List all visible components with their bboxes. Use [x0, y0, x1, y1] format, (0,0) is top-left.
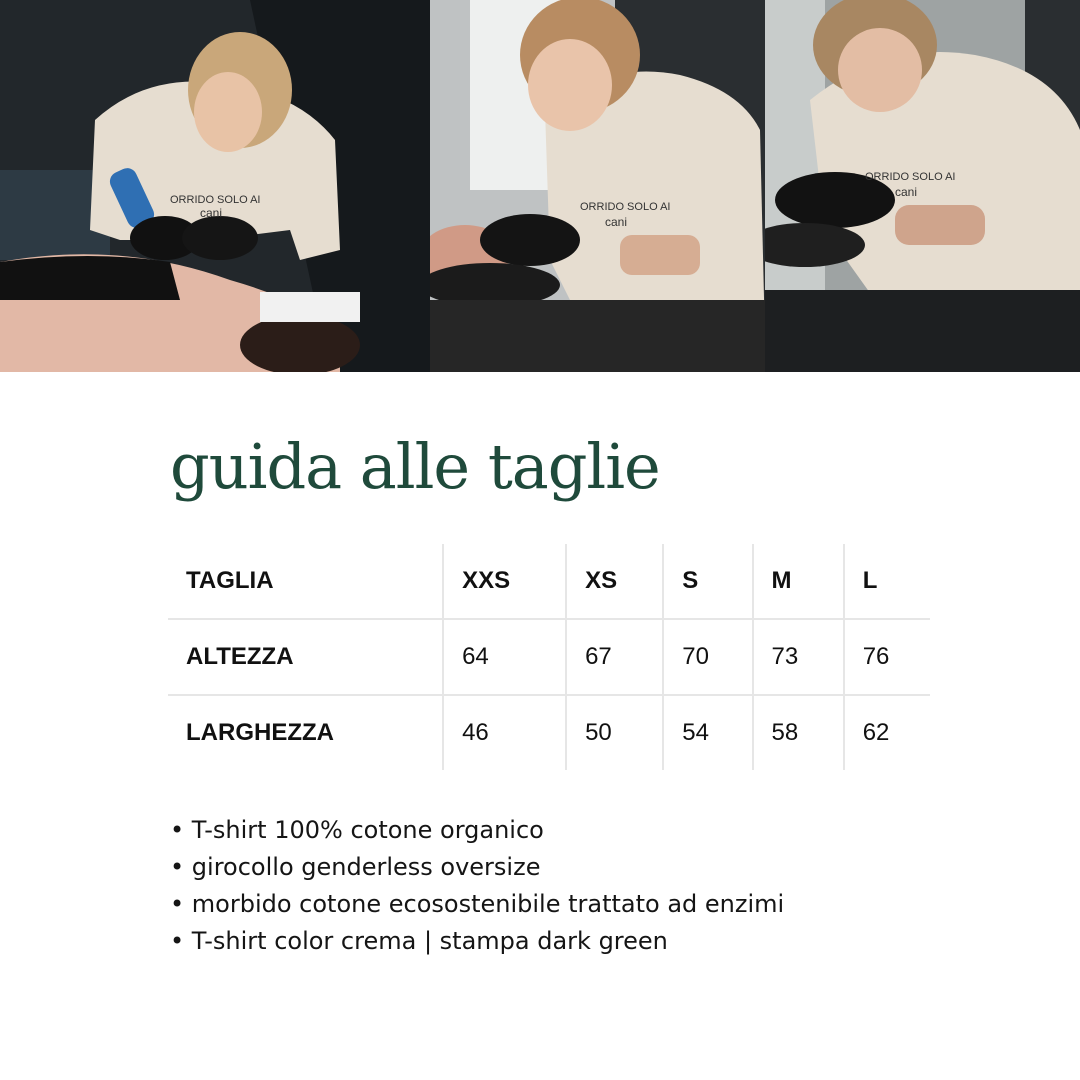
table-header-cell: XXS: [443, 544, 566, 619]
table-header-cell: M: [753, 544, 844, 619]
table-cell: 54: [663, 695, 752, 770]
table-cell: 58: [753, 695, 844, 770]
feature-list: [170, 812, 784, 960]
photo-strip: [0, 0, 1080, 372]
tattoo-artist-photo-1: [0, 0, 430, 372]
svg-text:ORRIDO SOLO AI: ORRIDO SOLO AI: [580, 201, 671, 213]
row-label: LARGHEZZA: [168, 695, 443, 770]
size-chart-table: [168, 544, 930, 770]
tattoo-artist-photo-2: [430, 0, 765, 372]
tattoo-artist-photo-3: [765, 0, 1080, 372]
svg-text:cani: cani: [895, 185, 918, 199]
svg-text:cani: cani: [200, 206, 223, 220]
table-header-row: [168, 544, 930, 619]
row-label: ALTEZZA: [168, 619, 443, 695]
table-cell: 50: [566, 695, 663, 770]
list-item: • morbido cotone ecosostenibile trattato ad enzimi: [170, 886, 784, 923]
table-row: [168, 619, 930, 695]
table-header-cell: L: [844, 544, 930, 619]
table-cell: 67: [566, 619, 663, 695]
table-cell: 46: [443, 695, 566, 770]
table-cell: 62: [844, 695, 930, 770]
table-cell: 64: [443, 619, 566, 695]
list-item: • T-shirt 100% cotone organico: [170, 812, 784, 849]
page-title: guida alle taglie: [170, 430, 660, 503]
table-header-cell: XS: [566, 544, 663, 619]
svg-text:ORRIDO SOLO AI: ORRIDO SOLO AI: [865, 171, 956, 183]
svg-text:ORRIDO SOLO AI: ORRIDO SOLO AI: [170, 194, 261, 206]
table-row: [168, 695, 930, 770]
list-item: • T-shirt color crema | stampa dark green: [170, 923, 784, 960]
list-item: • girocollo genderless oversize: [170, 849, 784, 886]
table-header-cell: S: [663, 544, 752, 619]
svg-text:cani: cani: [605, 215, 628, 229]
table-cell: 73: [753, 619, 844, 695]
table-cell: 70: [663, 619, 752, 695]
table-header-cell: TAGLIA: [186, 567, 274, 594]
table-cell: 76: [844, 619, 930, 695]
